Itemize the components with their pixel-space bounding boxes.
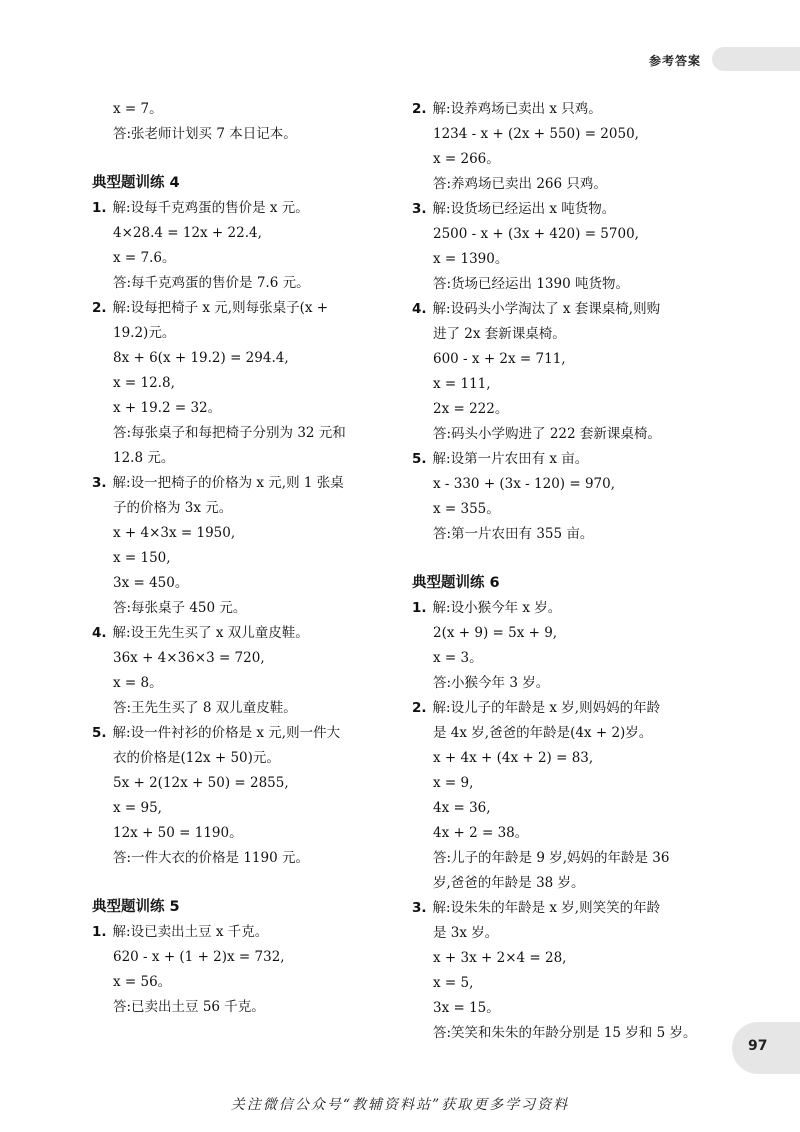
footer-note: 关注微信公众号“教辅资料站”获取更多学习资料 — [230, 1097, 570, 1113]
answer-line: x + 4×3x = 1950, — [113, 525, 236, 541]
item-text: 解:设码头小学淘汰了 x 套课桌椅,则购 — [432, 301, 661, 317]
answer-line: x = 1390。 — [433, 251, 509, 267]
answer-line: x = 9, — [433, 775, 474, 791]
header-label: 参考答案 — [649, 54, 702, 68]
item-number: 4. — [412, 301, 427, 317]
answer-line: 答:已卖出土豆 56 千克。 — [113, 999, 265, 1015]
answer-line: 是 3x 岁。 — [433, 925, 499, 941]
answer-line: x = 95, — [113, 800, 162, 816]
section-gap — [92, 147, 397, 171]
item-number: 1. — [92, 924, 107, 940]
item-text: 解:设一把椅子的价格为 x 元,则 1 张桌 — [112, 475, 344, 491]
answer-line: x = 355。 — [433, 501, 500, 517]
answer-line: 19.2)元。 — [113, 325, 176, 341]
section-gap — [92, 871, 397, 895]
item-text: 解:设第一片农田有 x 亩。 — [432, 451, 589, 467]
item-text: 解:设儿子的年龄是 x 岁,则妈妈的年龄 — [432, 700, 661, 716]
answer-line: x + 4x + (4x + 2) = 83, — [433, 750, 594, 766]
answer-line: x = 150, — [113, 550, 171, 566]
item-text: 解:设已卖出土豆 x 千克。 — [112, 924, 269, 940]
item-number: 5. — [412, 451, 427, 467]
answer-item — [92, 621, 397, 646]
answer-line: x + 19.2 = 32。 — [113, 400, 222, 416]
item-number: 5. — [92, 725, 107, 741]
item-text: 解:设小猴今年 x 岁。 — [432, 600, 562, 616]
answer-line: 岁,爸爸的年龄是 38 岁。 — [433, 875, 585, 891]
item-number: 1. — [412, 600, 427, 616]
answer-item — [92, 196, 397, 221]
answer-item — [412, 97, 722, 122]
answer-line: 5x + 2(12x + 50) = 2855, — [113, 775, 289, 791]
answer-line: 2(x + 9) = 5x + 9, — [433, 625, 558, 641]
answer-line: 4x = 36, — [433, 800, 491, 816]
answer-line: 答:笑笑和朱朱的年龄分别是 15 岁和 5 岁。 — [433, 1025, 697, 1041]
answer-line: x = 7.6。 — [113, 250, 176, 266]
item-number: 3. — [412, 900, 427, 916]
answer-item — [92, 296, 397, 321]
answer-line: 答:货场已经运出 1390 吨货物。 — [433, 276, 629, 292]
left-column — [92, 97, 397, 1020]
item-text: 解:设一件衬衫的价格是 x 元,则一件大 — [112, 725, 341, 741]
header-tab-decoration — [712, 47, 800, 71]
answer-line: 2x = 222。 — [433, 401, 509, 417]
answer-line: x = 12.8, — [113, 375, 175, 391]
answer-line: 答:养鸡场已卖出 266 只鸡。 — [433, 176, 607, 192]
item-text: 解:设朱朱的年龄是 x 岁,则笑笑的年龄 — [432, 900, 661, 916]
answer-item — [92, 920, 397, 945]
answer-line: 答:每张桌子和每把椅子分别为 32 元和 — [113, 425, 346, 441]
item-number: 3. — [92, 475, 107, 491]
answer-line: x = 5, — [433, 975, 474, 991]
answer-line: 1234 - x + (2x + 550) = 2050, — [433, 126, 639, 142]
answer-line: 620 - x + (1 + 2)x = 732, — [113, 949, 285, 965]
answer-line: 答:一件大衣的价格是 1190 元。 — [113, 850, 309, 866]
answer-line: x + 3x + 2×4 = 28, — [433, 950, 567, 966]
answer-line: 12.8 元。 — [113, 450, 175, 466]
answer-line: 4×28.4 = 12x + 22.4, — [113, 225, 262, 241]
answer-line: x = 56。 — [113, 974, 172, 990]
answer-line: 36x + 4×36×3 = 720, — [113, 650, 265, 666]
item-number: 4. — [92, 625, 107, 641]
answer-line: 答:每张桌子 450 元。 — [113, 600, 247, 616]
answer-line: 答:码头小学购进了 222 套新课桌椅。 — [433, 426, 661, 442]
item-number: 3. — [412, 201, 427, 217]
answer-item — [92, 471, 397, 496]
answer-line: 子的价格为 3x 元。 — [113, 500, 233, 516]
answer-line: 答:儿子的年龄是 9 岁,妈妈的年龄是 36 — [433, 850, 670, 866]
item-text: 解:设每千克鸡蛋的售价是 x 元。 — [112, 200, 309, 216]
section-gap — [412, 547, 722, 571]
item-text: 解:设每把椅子 x 元,则每张桌子(x + — [112, 300, 329, 316]
answer-line: x - 330 + (3x - 120) = 970, — [433, 476, 616, 492]
right-column — [412, 97, 722, 1046]
answer-line: 4x + 2 = 38。 — [433, 825, 529, 841]
item-number: 2. — [412, 700, 427, 716]
section-heading: 典型题训练 5 — [92, 899, 180, 915]
item-text: 解:设货场已经运出 x 吨货物。 — [432, 201, 616, 217]
answer-item — [412, 447, 722, 472]
item-number: 2. — [412, 101, 427, 117]
answer-line: 是 4x 岁,爸爸的年龄是(4x + 2)岁。 — [433, 725, 653, 741]
answer-line: 8x + 6(x + 19.2) = 294.4, — [113, 350, 289, 366]
answer-line: 答:张老师计划买 7 本日记本。 — [113, 126, 297, 142]
page-header — [0, 0, 800, 68]
answer-line: 3x = 15。 — [433, 1000, 500, 1016]
answer-line: 答:王先生买了 8 双儿童皮鞋。 — [113, 700, 297, 716]
answer-line: x = 111, — [433, 376, 491, 392]
answer-line: 答:每千克鸡蛋的售价是 7.6 元。 — [113, 275, 310, 291]
answer-item — [412, 896, 722, 921]
answer-line: x = 8。 — [113, 675, 163, 691]
item-number: 2. — [92, 300, 107, 316]
answer-item — [412, 696, 722, 721]
answer-line: 3x = 450。 — [113, 575, 189, 591]
item-number: 1. — [92, 200, 107, 216]
answer-line: 进了 2x 套新课桌椅。 — [433, 326, 566, 342]
answer-line: 600 - x + 2x = 711, — [433, 351, 566, 367]
answer-line: 答:小猴今年 3 岁。 — [433, 675, 550, 691]
answer-line: 12x + 50 = 1190。 — [113, 825, 243, 841]
answer-item — [412, 596, 722, 621]
answer-line: 答:第一片农田有 355 亩。 — [433, 526, 594, 542]
answer-item — [412, 197, 722, 222]
answer-item — [412, 297, 722, 322]
answer-item — [92, 721, 397, 746]
item-text: 解:设王先生买了 x 双儿童皮鞋。 — [112, 625, 309, 641]
item-text: 解:设养鸡场已卖出 x 只鸡。 — [432, 101, 602, 117]
section-heading: 典型题训练 6 — [412, 575, 500, 591]
section-heading: 典型题训练 4 — [92, 175, 180, 191]
page-number: 97 — [748, 1038, 768, 1054]
answer-line: x = 7。 — [113, 101, 163, 117]
answer-line: 2500 - x + (3x + 420) = 5700, — [433, 226, 639, 242]
answer-line: x = 266。 — [433, 151, 500, 167]
answer-line: x = 3。 — [433, 650, 483, 666]
answer-line: 衣的价格是(12x + 50)元。 — [113, 750, 280, 766]
